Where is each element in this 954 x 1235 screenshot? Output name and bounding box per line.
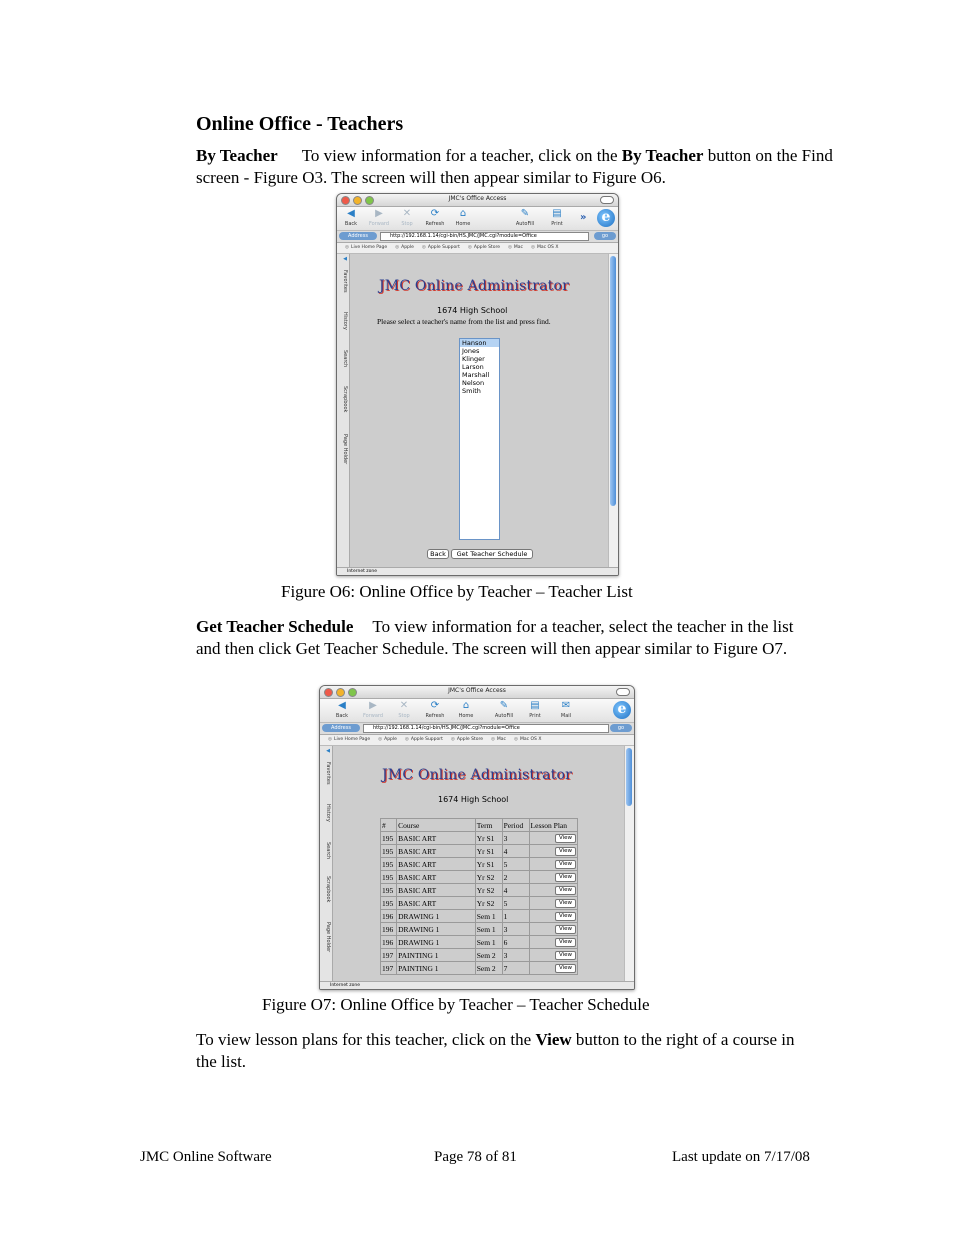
stop-button[interactable]: ✕ Stop	[392, 701, 416, 719]
view-button[interactable]: View	[555, 834, 576, 843]
cell-term: Yr S1	[475, 832, 502, 845]
school-name: 1674 High School	[438, 795, 509, 804]
cell-period: 5	[502, 858, 529, 871]
cell-course: PAINTING 1	[397, 962, 476, 975]
cell-number: 195	[381, 884, 397, 897]
ie-logo-icon: e	[597, 209, 615, 227]
home-icon: ⌂	[459, 208, 467, 219]
stop-icon: ✕	[402, 208, 412, 219]
page-content	[337, 254, 618, 575]
cell-number: 197	[381, 962, 397, 975]
cell-course: BASIC ART	[397, 858, 476, 871]
window-title: JMC's Office Access	[448, 195, 507, 202]
stop-icon: ✕	[399, 700, 409, 711]
by-teacher-label: By Teacher	[196, 146, 278, 165]
cell-period: 2	[502, 871, 529, 884]
table-row	[381, 936, 578, 949]
ie-logo-icon: e	[613, 701, 631, 719]
fav-mac[interactable]: ◎ Mac	[491, 735, 506, 745]
fav-mac-os-x[interactable]: ◎ Mac OS X	[514, 735, 541, 745]
fav-apple-support[interactable]: ◎ Apple Support	[405, 735, 443, 745]
teacher-option[interactable]: Marshall	[462, 371, 490, 379]
closing-text-a: To view lesson plans for this teacher, click on the	[196, 1030, 536, 1049]
cell-period: 3	[502, 832, 529, 845]
refresh-button[interactable]: ⟳ Refresh	[423, 209, 447, 227]
refresh-icon: ⟳	[430, 700, 440, 711]
address-bar	[337, 231, 618, 243]
cell-term: Sem 2	[475, 962, 502, 975]
table-row	[381, 871, 578, 884]
footer-last-update: Last update on 7/17/08	[672, 1149, 810, 1165]
get-schedule-paragraph	[196, 616, 811, 660]
footer-left: JMC Online Software	[140, 1149, 272, 1165]
tab-page-holder[interactable]: Page Holder	[325, 922, 331, 953]
favorites-bar	[337, 243, 618, 254]
cell-period: 4	[502, 884, 529, 897]
title-bar	[337, 194, 618, 207]
view-button[interactable]: View	[555, 938, 576, 947]
fav-apple-store[interactable]: ◎ Apple Store	[468, 243, 500, 253]
tab-favorites[interactable]: Favorites	[342, 270, 348, 293]
col-lesson-plan: Lesson Plan	[529, 819, 577, 832]
cell-course: DRAWING 1	[397, 910, 476, 923]
cell-term: Yr S2	[475, 884, 502, 897]
back-form-button[interactable]: Back	[427, 549, 449, 559]
schedule-table	[380, 818, 578, 975]
figure-o7-caption: Figure O7: Online Office by Teacher – Teacher Schedule	[262, 995, 650, 1014]
print-button[interactable]: ▤ Print	[523, 701, 547, 719]
toolbar-toggle-button[interactable]	[600, 196, 614, 204]
cell-course: DRAWING 1	[397, 936, 476, 949]
address-label: Address	[322, 724, 360, 732]
col-term: Term	[475, 819, 502, 832]
view-button[interactable]: View	[555, 860, 576, 869]
favorites-bar	[320, 735, 634, 746]
address-input[interactable]: http://192.168.1.14/cgi-bin/HS.JMC/JMC.cgi?module=Office	[380, 232, 589, 241]
cell-term: Sem 1	[475, 923, 502, 936]
back-button[interactable]: ◀ Back	[339, 209, 363, 227]
cell-period: 7	[502, 962, 529, 975]
cell-lesson-plan	[529, 832, 577, 845]
page-heading: Online Office - Teachers	[196, 113, 404, 135]
tab-favorites[interactable]: Favorites	[325, 762, 331, 785]
address-label: Address	[339, 232, 377, 240]
forward-arrow-icon: ▶	[369, 700, 377, 711]
cell-lesson-plan	[529, 858, 577, 871]
teacher-option[interactable]: Smith	[462, 387, 481, 395]
cell-course: BASIC ART	[397, 845, 476, 858]
autofill-icon: ✎	[499, 700, 509, 711]
vertical-scrollbar[interactable]	[608, 254, 618, 568]
print-button[interactable]: ▤ Print	[545, 209, 569, 227]
cell-course: BASIC ART	[397, 897, 476, 910]
cell-lesson-plan	[529, 910, 577, 923]
teacher-option[interactable]: Jones	[462, 347, 480, 355]
more-chevron-icon[interactable]: »	[580, 212, 587, 223]
cell-lesson-plan	[529, 884, 577, 897]
cell-term: Yr S1	[475, 845, 502, 858]
col-period: Period	[502, 819, 529, 832]
cell-course: BASIC ART	[397, 884, 476, 897]
cell-course: DRAWING 1	[397, 923, 476, 936]
cell-lesson-plan	[529, 871, 577, 884]
col-course: Course	[397, 819, 476, 832]
toolbar-toggle-button[interactable]	[616, 688, 630, 696]
view-button[interactable]: View	[555, 886, 576, 895]
cell-course: PAINTING 1	[397, 949, 476, 962]
table-row	[381, 845, 578, 858]
view-button[interactable]: View	[555, 951, 576, 960]
by-teacher-bold: By Teacher	[621, 146, 704, 165]
scroll-thumb[interactable]	[626, 748, 632, 806]
tab-scrapbook[interactable]: Scrapbook	[325, 876, 331, 903]
get-teacher-schedule-button[interactable]: Get Teacher Schedule	[451, 549, 533, 559]
cell-number: 195	[381, 858, 397, 871]
fav-apple-support[interactable]: ◎ Apple Support	[422, 243, 460, 253]
back-arrow-icon: ◀	[347, 208, 355, 219]
table-row	[381, 910, 578, 923]
cell-lesson-plan	[529, 923, 577, 936]
tab-scrapbook[interactable]: Scrapbook	[342, 386, 348, 413]
fav-mac-os-x[interactable]: ◎ Mac OS X	[531, 243, 558, 253]
get-schedule-label: Get Teacher Schedule	[196, 617, 354, 636]
teacher-listbox[interactable]	[459, 338, 500, 540]
page-content	[320, 746, 634, 989]
cell-term: Sem 2	[475, 949, 502, 962]
scroll-thumb[interactable]	[610, 256, 616, 506]
autofill-icon: ✎	[520, 208, 530, 219]
browser-window-teacher-list	[336, 193, 619, 576]
get-schedule-text: To view information for a teacher, select the teacher in the list and then click Get Teacher Schedule. The screen will then appear similar to Figure O7.	[196, 617, 794, 658]
view-button[interactable]: View	[555, 964, 576, 973]
go-button[interactable]: go	[610, 724, 632, 732]
cell-number: 196	[381, 910, 397, 923]
app-title: JMC Online Administrator	[379, 278, 570, 294]
fav-mac[interactable]: ◎ Mac	[508, 243, 523, 253]
footer-page-number: Page 78 of 81	[434, 1149, 517, 1165]
schedule-header-row	[381, 819, 578, 832]
view-button[interactable]: View	[555, 847, 576, 856]
cell-course: BASIC ART	[397, 832, 476, 845]
browser-window-teacher-schedule	[319, 685, 635, 990]
forward-button[interactable]: ▶ Forward	[368, 208, 390, 227]
select-prompt: Please select a teacher's name from the list and press find.	[377, 317, 551, 326]
cell-number: 197	[381, 949, 397, 962]
cell-term: Yr S2	[475, 871, 502, 884]
view-button[interactable]: View	[555, 925, 576, 934]
browser-toolbar	[337, 207, 618, 231]
home-button[interactable]: ⌂ Home	[454, 701, 478, 719]
cell-term: Sem 1	[475, 910, 502, 923]
col-number: #	[381, 819, 397, 832]
mail-button[interactable]: ✉ Mail	[554, 701, 578, 719]
collapse-tabs-icon[interactable]: ◀	[325, 748, 331, 754]
view-button[interactable]: View	[555, 912, 576, 921]
address-input[interactable]: http://192.168.1.14/cgi-bin/HS.JMC/JMC.cgi?module=Office	[363, 724, 609, 733]
go-button[interactable]: go	[594, 232, 616, 240]
cell-period: 1	[502, 910, 529, 923]
autofill-button[interactable]: ✎ AutoFill	[513, 209, 537, 227]
table-row	[381, 884, 578, 897]
cell-period: 6	[502, 936, 529, 949]
table-row	[381, 897, 578, 910]
cell-lesson-plan	[529, 897, 577, 910]
back-arrow-icon: ◀	[338, 700, 346, 711]
tab-history[interactable]: History	[325, 804, 331, 822]
explorer-side-tabs	[320, 746, 333, 989]
cell-term: Yr S2	[475, 897, 502, 910]
cell-period: 5	[502, 897, 529, 910]
teacher-option[interactable]: Nelson	[462, 379, 485, 387]
print-icon: ▤	[530, 700, 540, 711]
tab-history[interactable]: History	[342, 312, 348, 330]
forward-button[interactable]: ▶ Forward	[362, 700, 384, 719]
status-bar: Internet zone	[337, 567, 618, 575]
cell-number: 195	[381, 845, 397, 858]
by-teacher-text-a: To view information for a teacher, click on the	[301, 146, 622, 165]
cell-number: 196	[381, 923, 397, 936]
closing-bold: View	[535, 1030, 572, 1049]
window-title: JMC's Office Access	[448, 687, 506, 694]
home-icon: ⌂	[462, 700, 470, 711]
status-bar: Internet zone	[320, 981, 634, 989]
cell-lesson-plan	[529, 845, 577, 858]
collapse-tabs-icon[interactable]: ◀	[342, 256, 348, 262]
cell-number: 196	[381, 936, 397, 949]
view-button[interactable]: View	[555, 899, 576, 908]
browser-toolbar	[320, 699, 634, 723]
tab-search[interactable]: Search	[342, 350, 348, 368]
cell-number: 195	[381, 871, 397, 884]
fav-apple[interactable]: ◎ Apple	[378, 735, 397, 745]
teacher-option[interactable]: Klinger	[462, 355, 485, 363]
cell-term: Yr S1	[475, 858, 502, 871]
print-icon: ▤	[552, 208, 562, 219]
figure-o6-caption: Figure O6: Online Office by Teacher – Teacher List	[281, 582, 633, 601]
vertical-scrollbar[interactable]	[624, 746, 634, 982]
fav-live-home-page[interactable]: ◎ Live Home Page	[328, 735, 370, 745]
table-row	[381, 832, 578, 845]
cell-lesson-plan	[529, 962, 577, 975]
tab-page-holder[interactable]: Page Holder	[342, 434, 348, 465]
title-bar	[320, 686, 634, 699]
cell-number: 195	[381, 832, 397, 845]
cell-course: BASIC ART	[397, 871, 476, 884]
fav-apple-store[interactable]: ◎ Apple Store	[451, 735, 483, 745]
tab-search[interactable]: Search	[325, 842, 331, 860]
mail-icon: ✉	[561, 700, 571, 711]
school-name: 1674 High School	[437, 306, 508, 315]
cell-period: 4	[502, 845, 529, 858]
table-row	[381, 923, 578, 936]
cell-period: 3	[502, 949, 529, 962]
forward-arrow-icon: ▶	[375, 208, 383, 219]
address-bar	[320, 723, 634, 735]
autofill-button[interactable]: ✎ AutoFill	[492, 701, 516, 719]
closing-text-b: button to the right of a course in the list.	[196, 1030, 795, 1071]
teacher-option[interactable]: Larson	[462, 363, 484, 371]
by-teacher-paragraph	[196, 145, 836, 189]
by-teacher-text-b: button on the Find screen - Figure O3. The screen will then appear similar to Figure O6.	[196, 146, 833, 187]
refresh-button[interactable]: ⟳ Refresh	[423, 701, 447, 719]
back-button[interactable]: ◀ Back	[330, 701, 354, 719]
cell-number: 195	[381, 897, 397, 910]
cell-period: 3	[502, 923, 529, 936]
view-button[interactable]: View	[555, 873, 576, 882]
cell-term: Sem 1	[475, 936, 502, 949]
app-title: JMC Online Administrator	[382, 767, 573, 783]
refresh-icon: ⟳	[430, 208, 440, 219]
home-button[interactable]: ⌂ Home	[451, 209, 475, 227]
teacher-option[interactable]: Hanson	[460, 339, 499, 347]
fav-live-home-page[interactable]: ◎ Live Home Page	[345, 243, 387, 253]
explorer-side-tabs	[337, 254, 350, 575]
table-row	[381, 858, 578, 871]
cell-lesson-plan	[529, 936, 577, 949]
closing-paragraph	[196, 1029, 806, 1073]
table-row	[381, 949, 578, 962]
stop-button[interactable]: ✕ Stop	[395, 209, 419, 227]
table-row	[381, 962, 578, 975]
cell-lesson-plan	[529, 949, 577, 962]
fav-apple[interactable]: ◎ Apple	[395, 243, 414, 253]
